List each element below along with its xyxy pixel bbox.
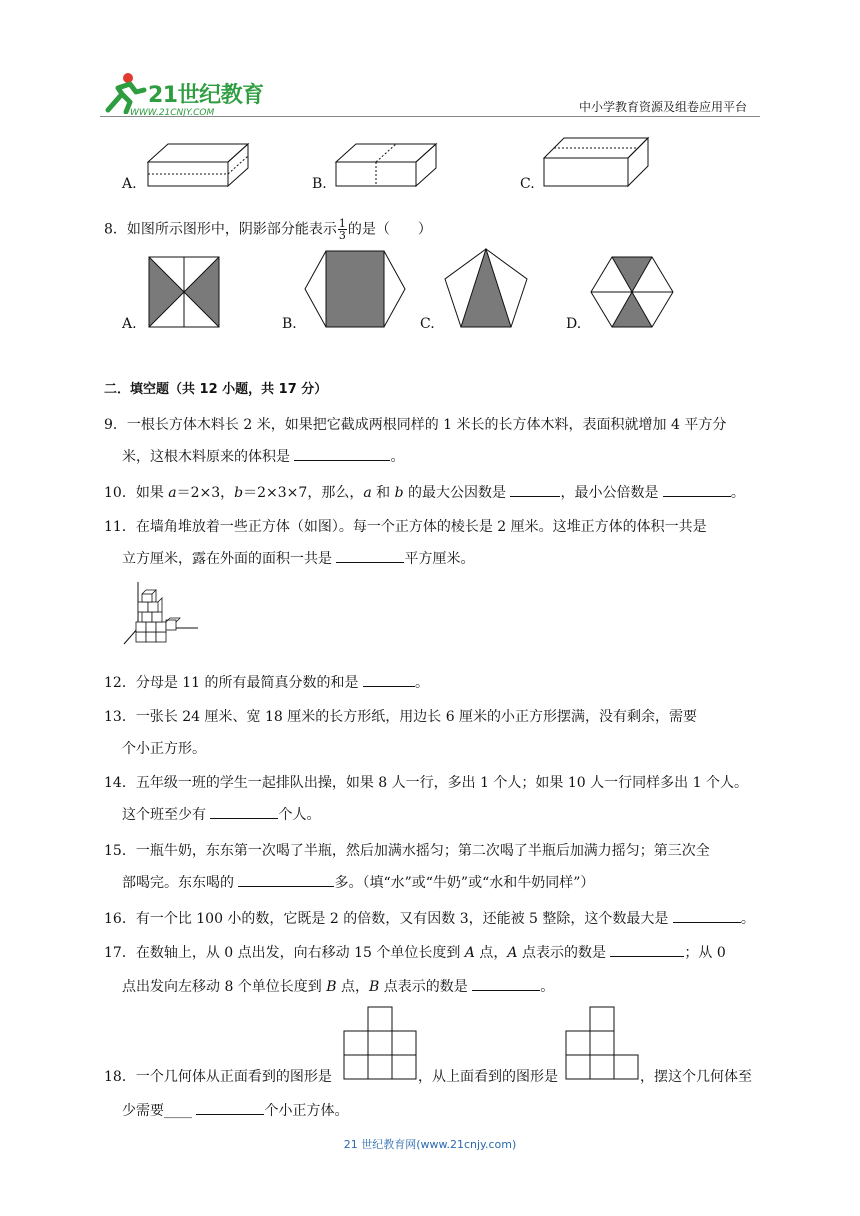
- q17-var-b2: B: [369, 979, 380, 995]
- q17-text1b: 点，: [474, 945, 508, 961]
- q9-end: 。: [390, 449, 405, 465]
- q12-answer-blank[interactable]: [363, 672, 415, 687]
- q7-option-a-label: A.: [122, 176, 137, 192]
- q18-text2a: 少需要____: [122, 1103, 192, 1119]
- q16-line: [104, 908, 755, 928]
- q17-line1: [104, 942, 726, 962]
- q11-line1: 11．在墙角堆放着一些正方体（如图）。每一个正方体的棱长是 2 厘米。这堆正方体的体积一共是: [104, 519, 707, 535]
- q17-text2b: 点，: [336, 979, 370, 995]
- q18-top-view-figure: [564, 1006, 640, 1080]
- q17-a-blank[interactable]: [610, 942, 684, 957]
- q10-text-b: ＝2×3，: [176, 485, 235, 501]
- q16-answer-blank[interactable]: [673, 908, 741, 923]
- q7-option-c-label: C.: [520, 176, 535, 192]
- q18-text-a: 18．一个几何体从正面看到的图形是: [104, 1069, 332, 1085]
- q8-frac-num: 1: [338, 217, 346, 230]
- q17-text2c: 点表示的数是: [379, 979, 468, 995]
- q18-front-view-figure: [342, 1006, 418, 1080]
- q8-suffix: 的是（ ）: [347, 221, 432, 238]
- q10-text-d: 和: [371, 485, 395, 501]
- q8-option-a-label: A.: [122, 316, 137, 332]
- q10-lcm-blank[interactable]: [663, 482, 731, 497]
- q17-text1a: 17．在数轴上，从 0 点出发，向右移动 15 个单位长度到: [104, 945, 465, 961]
- q17-var-a2: A: [507, 945, 518, 961]
- q8-option-d-label: D.: [566, 316, 582, 332]
- page-footer: 21 世纪教育网(www.21cnjy.com): [343, 1138, 517, 1151]
- q18-text-c: ，摆这个几何体至: [640, 1069, 752, 1085]
- q13-line2: 个小正方形。: [122, 741, 206, 757]
- q10-line: [104, 482, 745, 502]
- q7-option-c-figure: [542, 136, 650, 190]
- q14-text2b: 个人。: [278, 807, 321, 823]
- q15-answer-blank[interactable]: [238, 872, 334, 887]
- header-logo: [100, 70, 270, 122]
- q11-text2a: 立方厘米，露在外面的面积一共是: [122, 551, 332, 567]
- q15-line1: 15．一瓶牛奶，东东第一次喝了半瓶，然后加满水摇匀；第二次喝了半瓶后加满力摇匀；第三次全: [104, 843, 710, 859]
- q17-text1d: ；从 0: [684, 945, 726, 961]
- header-tagline: 中小学教育资源及组卷应用平台: [579, 100, 748, 114]
- q14-text2a: 这个班至少有: [122, 807, 206, 823]
- q15-text2a: 部喝完。东东喝的: [122, 875, 234, 891]
- q7-option-b-label: B.: [312, 176, 327, 192]
- q10-text-f: ，最小公倍数是: [560, 485, 659, 501]
- q11-area-blank[interactable]: [336, 548, 404, 563]
- q8-option-b-figure: [304, 250, 406, 328]
- q8-option-c-label: C.: [420, 316, 435, 332]
- q17-line2: [122, 976, 554, 996]
- q10-var-b: b: [234, 485, 244, 501]
- q15-text2b: 多。（填“水”或“牛奶”或“水和牛奶同样”）: [334, 875, 595, 891]
- q9-text2: 米，这根木料原来的体积是: [122, 449, 290, 465]
- q10-text-a: 10．如果: [104, 485, 169, 501]
- q8-fraction: [338, 218, 347, 241]
- section-fill-in-title: 二．填空题（共 12 小题，共 17 分）: [104, 382, 328, 397]
- q18-text-b: ，从上面看到的图形是: [418, 1069, 558, 1085]
- q14-line1: 14．五年级一班的学生一起排队出操，如果 8 人一行，多出 1 个人；如果 10 人一行同样多出 1 个人。: [104, 775, 748, 791]
- q17-end: 。: [540, 979, 555, 995]
- q10-var-b2: b: [394, 485, 404, 501]
- q10-var-a: a: [168, 485, 177, 501]
- q10-gcd-blank[interactable]: [510, 482, 560, 497]
- q17-b-blank[interactable]: [472, 976, 540, 991]
- q16-end: 。: [740, 911, 755, 927]
- q12-text: 12．分母是 11 的所有最简真分数的和是: [104, 675, 359, 691]
- q12-end: 。: [414, 675, 429, 691]
- logo-url-text: WWW.21CNJY.COM: [130, 108, 215, 118]
- q17-text2a: 点出发向左移动 8 个单位长度到: [122, 979, 327, 995]
- q10-var-a2: a: [363, 485, 372, 501]
- q10-text-c: ＝2×3×7，那么，: [243, 485, 364, 501]
- q18-text2b: 个小正方体。: [264, 1103, 349, 1119]
- q9-line1: 9．一根长方体木料长 2 米，如果把它截成两根同样的 1 米长的长方体木料，表面积就增加 4 平方分: [104, 417, 727, 433]
- q14-answer-blank[interactable]: [210, 804, 278, 819]
- q9-line2: [122, 446, 404, 466]
- q13-line1: 13．一张长 24 厘米、宽 18 厘米的长方形纸，用边长 6 厘米的小正方形摆满，没有剩余，需要: [104, 709, 698, 725]
- q15-line2: [122, 872, 594, 892]
- q8-option-a-figure: [148, 256, 220, 328]
- q10-text-e: 的最大公因数是: [403, 485, 507, 501]
- q9-answer-blank[interactable]: [294, 446, 390, 461]
- q12-line: [104, 672, 429, 692]
- q16-text: 16．有一个比 100 小的数，它既是 2 的倍数，又有因数 3，还能被 5 整除，这个数最大是: [104, 911, 669, 927]
- q11-line2: [122, 548, 474, 568]
- q8-prefix: 8．如图所示图形中，阴影部分能表示: [104, 221, 337, 238]
- q17-var-b: B: [326, 979, 337, 995]
- q8-option-c-figure: [444, 248, 528, 328]
- q8-option-d-figure: [590, 256, 674, 328]
- q18-line2: [122, 1100, 348, 1120]
- q17-text1c: 点表示的数是: [517, 945, 606, 961]
- header-divider: [100, 116, 760, 117]
- q18-answer-blank[interactable]: [196, 1100, 264, 1115]
- q10-end: 。: [730, 485, 745, 501]
- q17-var-a: A: [464, 945, 475, 961]
- q8-option-b-label: B.: [282, 316, 297, 332]
- q7-option-a-figure: [146, 140, 250, 190]
- q8-text: [104, 218, 432, 241]
- q11-cube-stack-figure: [120, 580, 200, 652]
- q14-line2: [122, 804, 320, 824]
- q7-option-b-figure: [334, 140, 438, 190]
- q11-text2b: 平方厘米。: [404, 551, 475, 567]
- logo-main-text: 21世纪教育: [148, 83, 264, 108]
- q8-frac-den: 3: [338, 229, 346, 242]
